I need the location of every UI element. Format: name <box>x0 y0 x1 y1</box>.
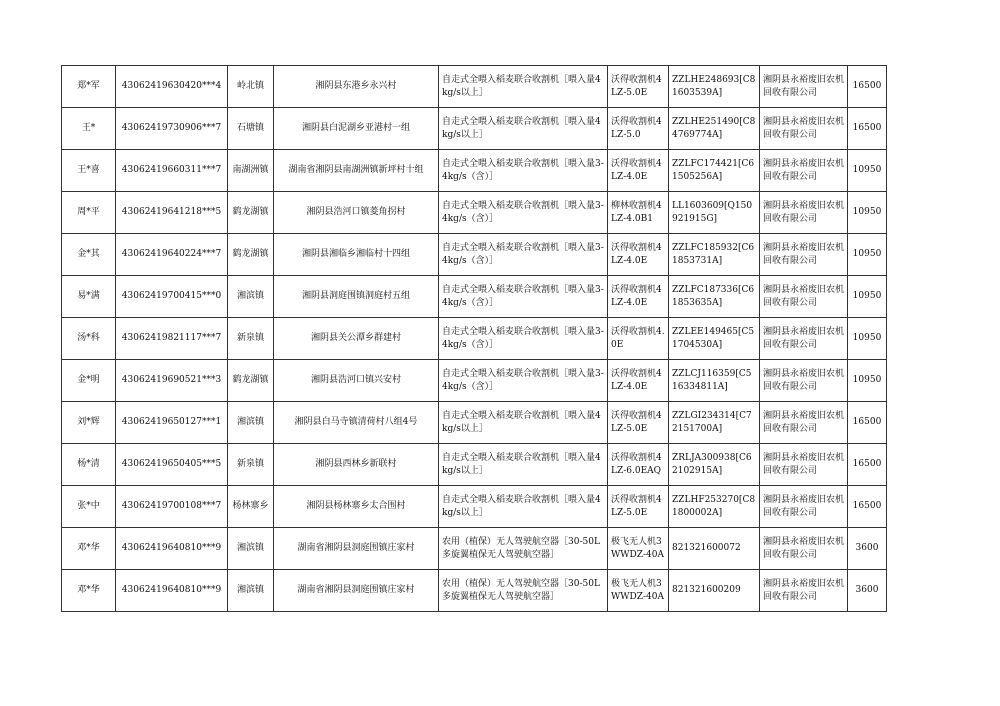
address-cell: 湘阴县杨林寨乡太合围村 <box>274 486 439 528</box>
recycler-cell: 湘阴县永裕废旧农机回收有限公司 <box>760 486 848 528</box>
table-row <box>62 150 887 192</box>
amount-cell: 16500 <box>848 402 887 444</box>
address-cell: 湘阴县湘临乡湘临村十四组 <box>274 234 439 276</box>
name-cell: 金*明 <box>62 360 116 402</box>
recycler-cell: 湘阴县永裕废旧农机回收有限公司 <box>760 570 848 612</box>
serial-number-cell: ZRLJA300938[C62102915A] <box>669 444 760 486</box>
model-cell: 沃得收割机4LZ-5.0E <box>608 66 669 108</box>
id-number-cell: 43062419700415***0 <box>116 276 228 318</box>
serial-number-cell: ZZLFC174421[C61505256A] <box>669 150 760 192</box>
amount-cell: 16500 <box>848 486 887 528</box>
id-number-cell: 43062419660311***7 <box>116 150 228 192</box>
table-row <box>62 108 887 150</box>
recycler-cell: 湘阴县永裕废旧农机回收有限公司 <box>760 276 848 318</box>
amount-cell: 10950 <box>848 234 887 276</box>
table-row <box>62 234 887 276</box>
amount-cell: 10950 <box>848 318 887 360</box>
town-cell: 湘滨镇 <box>228 570 274 612</box>
town-cell: 新泉镇 <box>228 318 274 360</box>
model-cell: 沃得收割机4LZ-4.0E <box>608 360 669 402</box>
table-row <box>62 276 887 318</box>
id-number-cell: 43062419690521***3 <box>116 360 228 402</box>
model-cell: 极飞无人机3WWDZ-40A <box>608 570 669 612</box>
table-row <box>62 402 887 444</box>
amount-cell: 16500 <box>848 108 887 150</box>
machine-type-cell: 自走式全喂入稻麦联合收割机［喂入量3-4kg/s（含）］ <box>439 318 608 360</box>
town-cell: 南湖洲镇 <box>228 150 274 192</box>
town-cell: 岭北镇 <box>228 66 274 108</box>
name-cell: 王* <box>62 108 116 150</box>
id-number-cell: 43062419821117***7 <box>116 318 228 360</box>
table-row <box>62 528 887 570</box>
machine-type-cell: 自走式全喂入稻麦联合收割机［喂入量4kg/s以上］ <box>439 108 608 150</box>
id-number-cell: 43062419650127***1 <box>116 402 228 444</box>
recycler-cell: 湘阴县永裕废旧农机回收有限公司 <box>760 360 848 402</box>
machine-type-cell: 自走式全喂入稻麦联合收割机［喂入量3-4kg/s（含）］ <box>439 150 608 192</box>
serial-number-cell: ZZLCJ116359[C516334811A] <box>669 360 760 402</box>
id-number-cell: 43062419641218***5 <box>116 192 228 234</box>
subsidy-table <box>61 65 887 612</box>
serial-number-cell: ZZLEE149465[C51704530A] <box>669 318 760 360</box>
recycler-cell: 湘阴县永裕废旧农机回收有限公司 <box>760 444 848 486</box>
address-cell: 湘阴县白泥湖乡亚港村一组 <box>274 108 439 150</box>
table-row <box>62 66 887 108</box>
recycler-cell: 湘阴县永裕废旧农机回收有限公司 <box>760 150 848 192</box>
address-cell: 湘阴县洞庭围镇洞庭村五组 <box>274 276 439 318</box>
model-cell: 沃得收割机4LZ-5.0E <box>608 486 669 528</box>
serial-number-cell: ZZLFC185932[C61853731A] <box>669 234 760 276</box>
model-cell: 沃得收割机4LZ-6.0EAQ <box>608 444 669 486</box>
machine-type-cell: 自走式全喂入稻麦联合收割机［喂入量4kg/s以上］ <box>439 486 608 528</box>
table-row <box>62 444 887 486</box>
machine-type-cell: 农用（植保）无人驾驶航空器［30-50L多旋翼植保无人驾驶航空器］ <box>439 528 608 570</box>
name-cell: 张*中 <box>62 486 116 528</box>
id-number-cell: 43062419630420***4 <box>116 66 228 108</box>
machine-type-cell: 自走式全喂入稻麦联合收割机［喂入量4kg/s以上］ <box>439 66 608 108</box>
town-cell: 杨林寨乡 <box>228 486 274 528</box>
name-cell: 汤*科 <box>62 318 116 360</box>
table-row <box>62 486 887 528</box>
recycler-cell: 湘阴县永裕废旧农机回收有限公司 <box>760 318 848 360</box>
recycler-cell: 湘阴县永裕废旧农机回收有限公司 <box>760 108 848 150</box>
amount-cell: 10950 <box>848 150 887 192</box>
serial-number-cell: 821321600209 <box>669 570 760 612</box>
model-cell: 沃得收割机4LZ-4.0E <box>608 276 669 318</box>
table-row <box>62 192 887 234</box>
address-cell: 湖南省湘阴县洞庭围镇庄家村 <box>274 570 439 612</box>
id-number-cell: 43062419730906***7 <box>116 108 228 150</box>
town-cell: 鹤龙湖镇 <box>228 360 274 402</box>
recycler-cell: 湘阴县永裕废旧农机回收有限公司 <box>760 66 848 108</box>
serial-number-cell: ZZLFC187336[C61853635A] <box>669 276 760 318</box>
table-row <box>62 318 887 360</box>
machine-type-cell: 自走式全喂入稻麦联合收割机［喂入量3-4kg/s（含）］ <box>439 276 608 318</box>
town-cell: 湘滨镇 <box>228 276 274 318</box>
name-cell: 周*平 <box>62 192 116 234</box>
name-cell: 王*喜 <box>62 150 116 192</box>
serial-number-cell: LL1603609[Q150921915G] <box>669 192 760 234</box>
amount-cell: 16500 <box>848 444 887 486</box>
address-cell: 湖南省湘阴县南湖洲镇新坪村十组 <box>274 150 439 192</box>
amount-cell: 16500 <box>848 66 887 108</box>
id-number-cell: 43062419640810***9 <box>116 570 228 612</box>
town-cell: 石塘镇 <box>228 108 274 150</box>
id-number-cell: 43062419650405***5 <box>116 444 228 486</box>
machine-type-cell: 自走式全喂入稻麦联合收割机［喂入量3-4kg/s（含）］ <box>439 234 608 276</box>
recycler-cell: 湘阴县永裕废旧农机回收有限公司 <box>760 192 848 234</box>
id-number-cell: 43062419640810***9 <box>116 528 228 570</box>
machine-type-cell: 农用（植保）无人驾驶航空器［30-50L多旋翼植保无人驾驶航空器］ <box>439 570 608 612</box>
model-cell: 极飞无人机3WWDZ-40A <box>608 528 669 570</box>
town-cell: 鹤龙湖镇 <box>228 234 274 276</box>
table-row <box>62 570 887 612</box>
town-cell: 鹤龙湖镇 <box>228 192 274 234</box>
address-cell: 湖南省湘阴县洞庭围镇庄家村 <box>274 528 439 570</box>
amount-cell: 10950 <box>848 360 887 402</box>
name-cell: 杨*清 <box>62 444 116 486</box>
machine-type-cell: 自走式全喂入稻麦联合收割机［喂入量4kg/s以上］ <box>439 444 608 486</box>
name-cell: 郑*军 <box>62 66 116 108</box>
id-number-cell: 43062419640224***7 <box>116 234 228 276</box>
table-body <box>62 66 887 612</box>
address-cell: 湘阴县浩河口镇兴安村 <box>274 360 439 402</box>
model-cell: 沃得收割机4LZ-4.0E <box>608 150 669 192</box>
name-cell: 邓*华 <box>62 528 116 570</box>
address-cell: 湘阴县浩河口镇菱角拐村 <box>274 192 439 234</box>
model-cell: 沃得收割机4.0E <box>608 318 669 360</box>
town-cell: 湘滨镇 <box>228 528 274 570</box>
serial-number-cell: 821321600072 <box>669 528 760 570</box>
machine-type-cell: 自走式全喂入稻麦联合收割机［喂入量3-4kg/s（含）］ <box>439 192 608 234</box>
address-cell: 湘阴县关公潭乡群建村 <box>274 318 439 360</box>
machine-type-cell: 自走式全喂入稻麦联合收割机［喂入量3-4kg/s（含）］ <box>439 360 608 402</box>
table-row <box>62 360 887 402</box>
model-cell: 沃得收割机4LZ-4.0E <box>608 234 669 276</box>
town-cell: 湘滨镇 <box>228 402 274 444</box>
recycler-cell: 湘阴县永裕废旧农机回收有限公司 <box>760 234 848 276</box>
amount-cell: 3600 <box>848 528 887 570</box>
model-cell: 沃得收割机4LZ-5.0 <box>608 108 669 150</box>
amount-cell: 10950 <box>848 276 887 318</box>
model-cell: 柳林收割机4LZ-4.0B1 <box>608 192 669 234</box>
town-cell: 新泉镇 <box>228 444 274 486</box>
id-number-cell: 43062419700108***7 <box>116 486 228 528</box>
serial-number-cell: ZZLHE248693[C81603539A] <box>669 66 760 108</box>
address-cell: 湘阴县白马寺镇清荷村八组4号 <box>274 402 439 444</box>
amount-cell: 10950 <box>848 192 887 234</box>
serial-number-cell: ZZLHE251490[C84769774A] <box>669 108 760 150</box>
name-cell: 邓*华 <box>62 570 116 612</box>
name-cell: 金*其 <box>62 234 116 276</box>
amount-cell: 3600 <box>848 570 887 612</box>
name-cell: 刘*辉 <box>62 402 116 444</box>
recycler-cell: 湘阴县永裕废旧农机回收有限公司 <box>760 528 848 570</box>
address-cell: 湘阴县西林乡新联村 <box>274 444 439 486</box>
serial-number-cell: ZZLGI234314[C72151700A] <box>669 402 760 444</box>
machine-type-cell: 自走式全喂入稻麦联合收割机［喂入量4kg/s以上］ <box>439 402 608 444</box>
name-cell: 易*满 <box>62 276 116 318</box>
serial-number-cell: ZZLHF253270[C81800002A] <box>669 486 760 528</box>
model-cell: 沃得收割机4LZ-5.0E <box>608 402 669 444</box>
recycler-cell: 湘阴县永裕废旧农机回收有限公司 <box>760 402 848 444</box>
address-cell: 湘阴县东港乡永兴村 <box>274 66 439 108</box>
